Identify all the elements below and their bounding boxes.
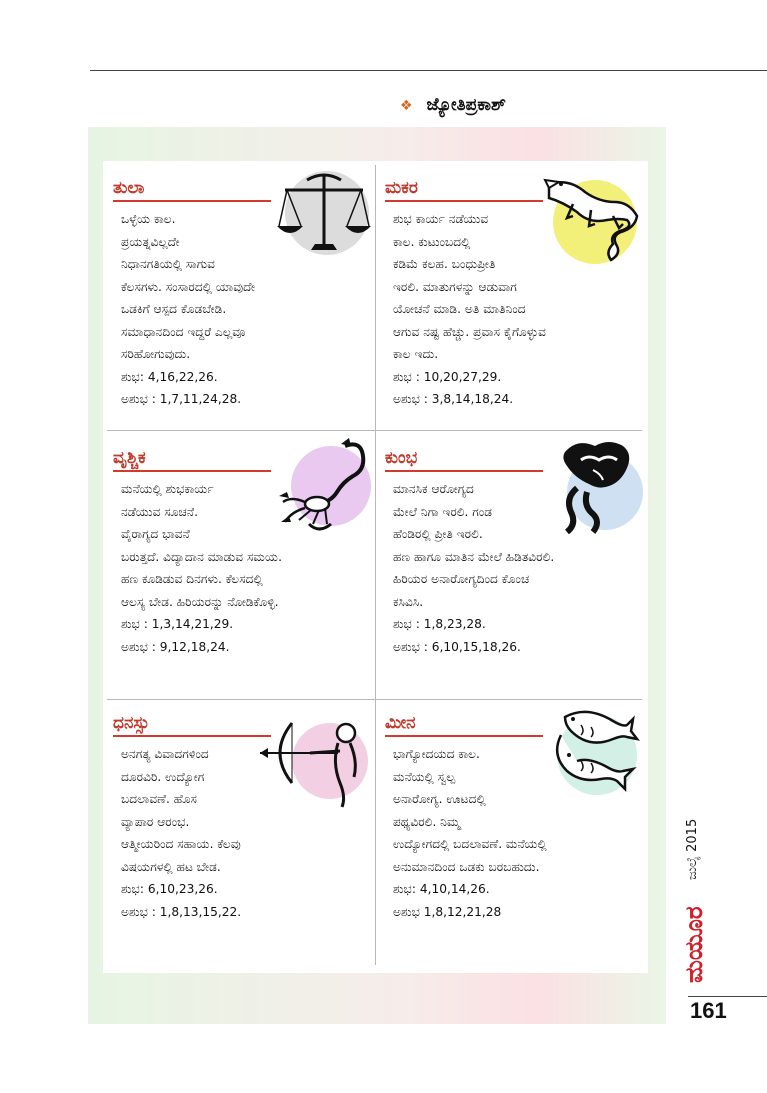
- prediction-line: ಅನಗತ್ಯ ವಿವಾದಗಳಿಂದ: [121, 747, 209, 761]
- sign-title: ಕುಂಭ: [385, 448, 418, 468]
- prediction-line: ಹಣ ಹಾಗೂ ಮಾತಿನ ಮೇಲೆ ಹಿಡಿತವಿರಲಿ.: [393, 549, 555, 564]
- prediction-line: ಹೆಂಡಿರಲ್ಲಿ ಪ್ರೀತಿ ಇರಲಿ.: [393, 527, 483, 541]
- title-underline: [385, 735, 543, 737]
- auspicious-dates: ಶುಭ: 4,10,14,26.: [393, 882, 490, 896]
- auspicious-dates: ಶುಭ: 6,10,23,26.: [121, 882, 218, 896]
- sign-prediction: [121, 208, 255, 411]
- issue-date: ಜುಲೈ 2015: [685, 818, 700, 880]
- sign-block-sagittarius: [113, 713, 368, 953]
- top-rule: [90, 70, 767, 71]
- sign-block-capricorn: [385, 178, 645, 423]
- prediction-line: ನಡೆಯುವ ಸೂಚನೆ.: [121, 504, 198, 519]
- inauspicious-dates: ಅಶುಭ : 1,8,13,15,22.: [121, 904, 242, 919]
- prediction-line: ಕಡಿಮೆ ಕಲಹ. ಬಂಧುಪ್ರೀತಿ: [393, 257, 496, 271]
- aquarius-pot-icon: [553, 438, 643, 534]
- title-underline: [113, 470, 271, 472]
- prediction-line: ವೈರಾಗ್ಯದ ಭಾವನೆ: [121, 527, 190, 541]
- prediction-line: ನಿಧಾನಗತಿಯಲ್ಲಿ ಸಾಗುವ: [121, 257, 215, 271]
- inauspicious-dates: ಅಶುಭ 1,8,12,21,28: [393, 904, 502, 919]
- auspicious-dates: ಶುಭ: 4,16,22,26.: [121, 369, 218, 384]
- auspicious-dates: ಶುಭ : 1,3,14,21,29.: [121, 617, 234, 631]
- prediction-line: ಭಾಗ್ಯೋದಯದ ಕಾಲ.: [393, 747, 480, 761]
- sign-block-scorpio: [113, 448, 368, 688]
- sign-title: ಮೀನ: [385, 713, 416, 733]
- prediction-line: ಕಾಲ ಇದು.: [393, 347, 439, 361]
- prediction-line: ಕಾಲ. ಕುಟುಂಬದಲ್ಲಿ: [393, 234, 471, 249]
- prediction-line: ದೂರವಿರಿ. ಉದ್ಯೋಗ: [121, 769, 205, 784]
- sign-title: ಧನಸ್ಸು: [113, 713, 150, 733]
- prediction-line: ಕೆಲಸಗಳು. ಸಂಸಾರದಲ್ಲಿ ಯಾವುದೇ: [121, 279, 255, 294]
- prediction-line: ಬದಲಾವಣೆ. ಹೊಸ: [121, 792, 197, 806]
- page-number-rule: [688, 996, 767, 997]
- diamond-bullet-icon: ❖: [400, 98, 413, 114]
- page-number: 161: [690, 998, 727, 1023]
- prediction-line: ಆತ್ಮೀಯರಿಂದ ಸಹಾಯ. ಕೆಲವು: [121, 837, 241, 851]
- prediction-line: ಅನುಮಾನದಿಂದ ಒಡಕು ಬರಬಹುದು.: [393, 859, 540, 874]
- capricorn-crocodile-icon: [543, 174, 643, 266]
- prediction-line: ಯೋಚನೆ ಮಾಡಿ. ಅತಿ ಮಾತಿನಿಂದ: [393, 302, 526, 316]
- prediction-line: ಇರಲಿ. ಮಾತುಗಳನ್ನು ಆಡುವಾಗ: [393, 279, 517, 294]
- prediction-line: ಕಸಿವಿಸಿ.: [393, 594, 424, 609]
- sign-title: ವೃಶ್ಚಿಕ: [113, 448, 146, 468]
- inauspicious-dates: ಅಶುಭ : 9,12,18,24.: [121, 639, 230, 654]
- section-header: [400, 95, 506, 115]
- prediction-line: ಸಮಾಧಾನದಿಂದ ಇದ್ದರೆ ಎಲ್ಲವೂ: [121, 324, 246, 339]
- sign-prediction: [121, 478, 282, 658]
- prediction-line: ಪಥ್ಯವಿರಲಿ. ನಿಮ್ಮ: [393, 814, 461, 829]
- section-title: ಜ್ಯೋತಿಪ್ರಕಾಶ್: [426, 95, 506, 115]
- prediction-line: ಒಳ್ಳೆಯ ಕಾಲ.: [121, 212, 176, 226]
- prediction-line: ಮೇಲೆ ನಿಗಾ ಇರಲಿ. ಗಂಡ: [393, 504, 493, 519]
- inauspicious-dates: ಅಶುಭ : 6,10,15,18,26.: [393, 639, 521, 654]
- pisces-fish-icon: [551, 705, 641, 801]
- prediction-line: ವಿಷಯಗಳಲ್ಲಿ ಹಟ ಬೇಡ.: [121, 859, 221, 874]
- sign-prediction: [393, 478, 554, 658]
- title-underline: [113, 735, 271, 737]
- inauspicious-dates: ಅಶುಭ : 1,7,11,24,28.: [121, 392, 242, 406]
- prediction-line: ಹಣ ಕೂಡಿಡುವ ದಿನಗಳು. ಕೆಲಸದಲ್ಲಿ: [121, 572, 263, 586]
- column-divider: [375, 165, 376, 965]
- prediction-line: ಉದ್ಯೋಗದಲ್ಲಿ ಬದಲಾವಣೆ. ಮನೆಯಲ್ಲಿ: [393, 837, 547, 851]
- libra-scales-icon: [275, 168, 373, 260]
- prediction-line: ಬರುತ್ತದೆ. ವಿದ್ಯಾದಾನ ಮಾಡುವ ಸಮಯ.: [121, 549, 282, 564]
- sign-title: ಮಕರ: [385, 178, 418, 198]
- prediction-line: ಮನೆಯಲ್ಲಿ ಸ್ವಲ್ಪ: [393, 769, 456, 784]
- row-divider: [107, 430, 642, 431]
- prediction-line: ಸರಿಹೋಗುವುದು.: [121, 347, 191, 361]
- title-underline: [385, 200, 543, 202]
- prediction-line: ಪ್ರಯತ್ನವಿಲ್ಲದೇ: [121, 234, 180, 249]
- sign-prediction: [121, 743, 241, 923]
- scorpio-scorpion-icon: [275, 436, 373, 534]
- sign-block-aquarius: [385, 448, 645, 688]
- inauspicious-dates: ಅಶುಭ : 3,8,14,18,24.: [393, 392, 514, 406]
- auspicious-dates: ಶುಭ : 1,8,23,28.: [393, 617, 486, 631]
- sign-title: ತುಲಾ: [113, 178, 145, 198]
- prediction-line: ಒಡಕಿಗೆ ಆಸ್ಪದ ಕೊಡಬೇಡಿ.: [121, 302, 227, 316]
- row-divider: [107, 699, 642, 700]
- prediction-line: ಮನೆಯಲ್ಲಿ ಶುಭಕಾರ್ಯ: [121, 482, 214, 496]
- sign-prediction: [393, 743, 547, 923]
- prediction-line: ಹಿರಿಯರ ಅನಾರೋಗ್ಯದಿಂದ ಕೊಂಚ: [393, 572, 530, 586]
- title-underline: [385, 470, 543, 472]
- sign-block-libra: [113, 178, 368, 423]
- sign-block-pisces: [385, 713, 645, 953]
- magazine-brand: ಮಯೂರ: [680, 906, 708, 983]
- sign-prediction: [393, 208, 546, 411]
- prediction-line: ಆಗುವ ನಷ್ಟ ಹೆಚ್ಚು. ಪ್ರವಾಸ ಕೈಗೊಳ್ಳುವ: [393, 324, 546, 339]
- prediction-line: ಮಾನಸಿಕ ಆರೋಗ್ಯದ: [393, 482, 474, 496]
- prediction-line: ಅನಾರೋಗ್ಯ. ಊಟದಲ್ಲಿ: [393, 792, 486, 806]
- prediction-line: ವ್ಯಾಪಾರ ಆರಂಭ.: [121, 814, 190, 829]
- sagittarius-archer-icon: [258, 717, 368, 809]
- title-underline: [113, 200, 271, 202]
- auspicious-dates: ಶುಭ : 10,20,27,29.: [393, 369, 502, 384]
- prediction-line: ಶುಭ ಕಾರ್ಯ ನಡೆಯುವ: [393, 212, 489, 226]
- prediction-line: ಆಲಸ್ಯ ಬೇಡ. ಹಿರಿಯರನ್ನು ನೋಡಿಕೊಳ್ಳಿ.: [121, 594, 279, 609]
